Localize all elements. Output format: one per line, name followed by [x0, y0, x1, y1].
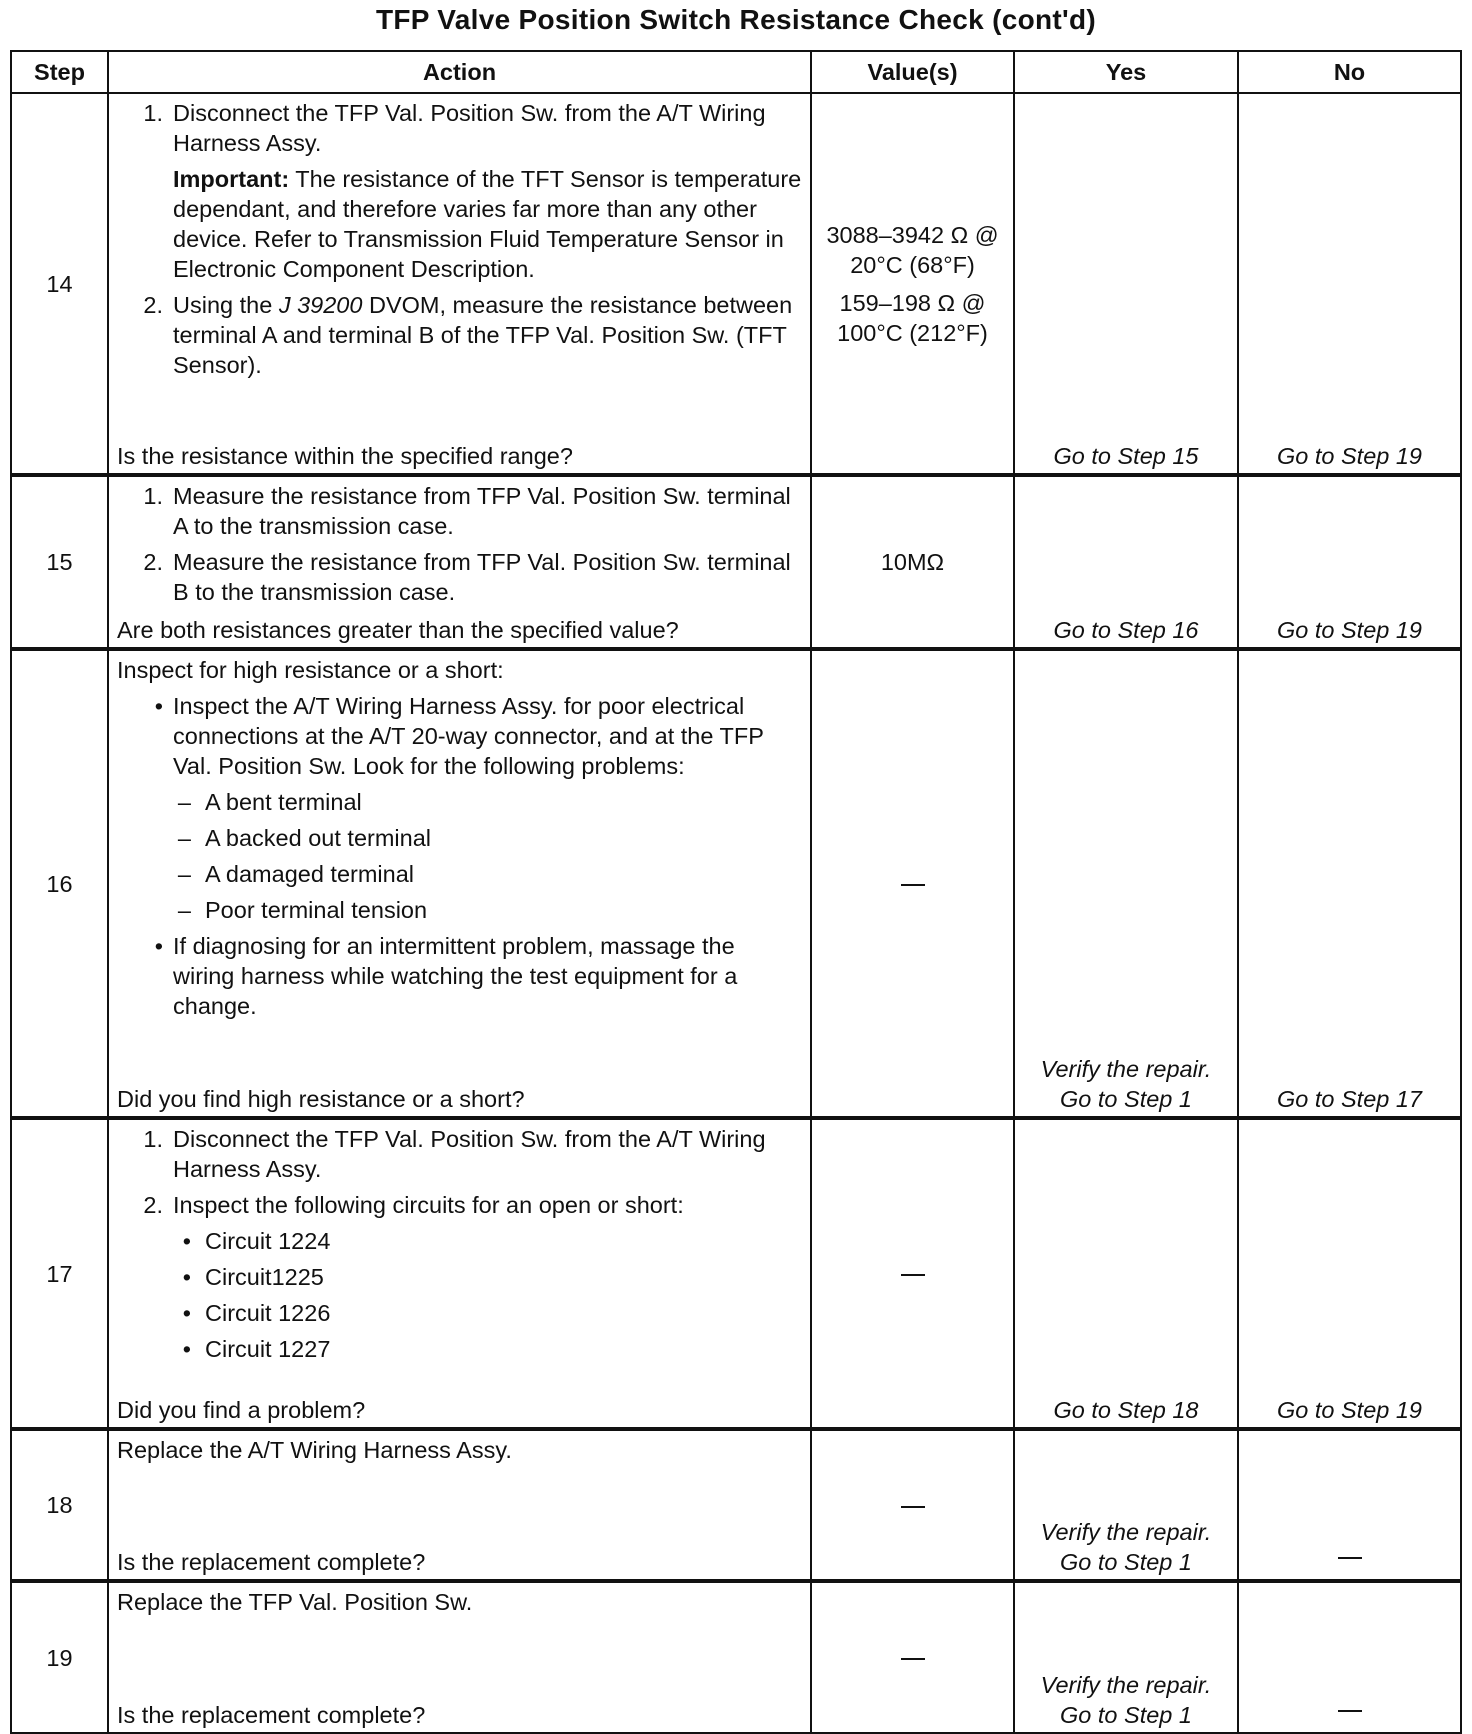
item-text: Measure the resistance from TFP Val. Position Sw. terminal A to the transmission case.	[173, 483, 791, 539]
yes-line: Verify the repair.	[1040, 1519, 1212, 1545]
circuit-item	[117, 1334, 802, 1364]
important-label: Important:	[173, 166, 290, 192]
step-question: Did you find a problem?	[117, 1397, 366, 1423]
problem-text: A backed out terminal	[205, 825, 431, 851]
step-question: Is the replacement complete?	[117, 1549, 426, 1575]
problem-item	[117, 895, 802, 925]
action-text: Replace the TFP Val. Position Sw.	[117, 1589, 473, 1615]
action-bullet	[117, 931, 802, 1021]
step-row-18	[11, 1429, 1461, 1581]
dash-mark: –	[177, 825, 191, 851]
header-step: Step	[11, 51, 108, 93]
item-text: Disconnect the TFP Val. Position Sw. from the A/T Wiring Harness Assy.	[173, 100, 766, 156]
step-question: Did you find high resistance or a short?	[117, 1086, 525, 1112]
item-text: Disconnect the TFP Val. Position Sw. from the A/T Wiring Harness Assy.	[173, 1126, 766, 1182]
yes-cell: Go to Step 16	[1014, 475, 1238, 649]
dash-mark: –	[177, 861, 191, 887]
important-note	[173, 164, 802, 284]
item-text: Measure the resistance from TFP Val. Position Sw. terminal B to the transmission case.	[173, 549, 791, 605]
value-range-100c: 159–198 Ω @ 100°C (212°F)	[837, 289, 988, 346]
action-item	[117, 290, 802, 380]
value-cell: 10MΩ	[811, 475, 1014, 649]
problem-item	[117, 787, 802, 817]
no-value-dash	[901, 1506, 925, 1508]
no-value-dash	[901, 1274, 925, 1276]
bullet-mark: •	[182, 1336, 191, 1362]
item-text: If diagnosing for an intermittent problem, massage the wiring harness while watching the test equipment for a change.	[173, 933, 738, 1019]
action-item	[117, 1190, 802, 1220]
item-text: Inspect the A/T Wiring Harness Assy. for poor electrical connections at the A/T 20-way connector, and at the TFP Val. Position Sw. Look for the following problems:	[173, 693, 764, 779]
action-intro: Inspect for high resistance or a short:	[117, 657, 504, 683]
item-number: 1.	[143, 100, 163, 126]
step-row-15	[11, 475, 1461, 649]
no-cell: Go to Step 19	[1238, 1118, 1461, 1429]
header-yes: Yes	[1014, 51, 1238, 93]
no-cell	[1238, 1581, 1461, 1733]
dash-mark: –	[177, 897, 191, 923]
step-question: Is the replacement complete?	[117, 1702, 426, 1728]
value-range-20c: 3088–3942 Ω @ 20°C (68°F)	[826, 221, 999, 278]
action-cell	[108, 1429, 811, 1581]
value-cell	[811, 1429, 1014, 1581]
step-row-19	[11, 1581, 1461, 1733]
problem-item	[117, 859, 802, 889]
action-item	[117, 98, 802, 158]
action-cell	[108, 649, 811, 1118]
value-cell	[811, 1581, 1014, 1733]
no-result-dash	[1338, 1557, 1362, 1559]
step-number: 16	[11, 649, 108, 1118]
action-cell	[108, 1581, 811, 1733]
step-number: 19	[11, 1581, 108, 1733]
action-bullet	[117, 691, 802, 781]
action-text: Replace the A/T Wiring Harness Assy.	[117, 1437, 512, 1463]
no-cell	[1238, 1429, 1461, 1581]
circuit-item	[117, 1298, 802, 1328]
dash-mark: –	[177, 789, 191, 815]
yes-line: Go to Step 1	[1060, 1549, 1192, 1575]
value-cell	[811, 1118, 1014, 1429]
header-values: Value(s)	[811, 51, 1014, 93]
step-row-14	[11, 93, 1461, 475]
no-result-dash	[1338, 1710, 1362, 1712]
problem-item	[117, 823, 802, 853]
item-number: 2.	[143, 292, 163, 318]
yes-line: Go to Step 1	[1060, 1702, 1192, 1728]
circuit-text: Circuit1225	[205, 1264, 324, 1290]
yes-cell: Go to Step 15	[1014, 93, 1238, 475]
circuit-item	[117, 1262, 802, 1292]
problem-text: A bent terminal	[205, 789, 362, 815]
value-cell	[811, 649, 1014, 1118]
bullet-mark: •	[182, 1264, 191, 1290]
no-value-dash	[901, 884, 925, 886]
item-text: Inspect the following circuits for an open or short:	[173, 1192, 684, 1218]
step-number: 18	[11, 1429, 108, 1581]
no-cell: Go to Step 17	[1238, 649, 1461, 1118]
yes-cell	[1014, 649, 1238, 1118]
action-cell	[108, 1118, 811, 1429]
yes-line: Go to Step 1	[1060, 1086, 1192, 1112]
diagnostic-table	[10, 50, 1462, 1734]
action-item	[117, 481, 802, 541]
circuit-text: Circuit 1226	[205, 1300, 331, 1326]
item-text-pre: Using the	[173, 292, 273, 318]
bullet-mark: •	[154, 693, 163, 719]
problem-text: A damaged terminal	[205, 861, 415, 887]
action-cell	[108, 93, 811, 475]
step-question: Is the resistance within the specified range?	[117, 443, 573, 469]
item-number: 1.	[143, 483, 163, 509]
item-number: 1.	[143, 1126, 163, 1152]
circuit-text: Circuit 1224	[205, 1228, 331, 1254]
value-cell	[811, 93, 1014, 475]
action-item	[117, 547, 802, 607]
step-number: 15	[11, 475, 108, 649]
action-item	[117, 1124, 802, 1184]
yes-cell	[1014, 1581, 1238, 1733]
item-text	[173, 290, 802, 380]
bullet-mark: •	[182, 1228, 191, 1254]
no-cell: Go to Step 19	[1238, 475, 1461, 649]
step-number: 17	[11, 1118, 108, 1429]
circuit-item	[117, 1226, 802, 1256]
step-number: 14	[11, 93, 108, 475]
bullet-mark: •	[154, 933, 163, 959]
page-title: TFP Valve Position Switch Resistance Check (cont'd)	[375, 4, 1097, 35]
tool-name: J 39200	[278, 292, 363, 318]
no-value-dash	[901, 1658, 925, 1660]
header-row	[11, 51, 1461, 93]
step-row-16	[11, 649, 1461, 1118]
bullet-mark: •	[182, 1300, 191, 1326]
yes-cell: Go to Step 18	[1014, 1118, 1238, 1429]
item-number: 2.	[143, 549, 163, 575]
action-cell	[108, 475, 811, 649]
header-action: Action	[108, 51, 811, 93]
yes-cell	[1014, 1429, 1238, 1581]
problem-text: Poor terminal tension	[205, 897, 428, 923]
yes-line: Verify the repair.	[1040, 1672, 1212, 1698]
yes-line: Verify the repair.	[1040, 1056, 1212, 1082]
item-text-post: DVOM, measure the resistance between terminal A and terminal B of the TFP Val. Position Sw. (TFT Sensor).	[173, 292, 793, 378]
important-text: The resistance of the TFT Sensor is temperature dependant, and therefore varies far more than any other device. Refer to Transmission Fluid Temperature Sensor in Electronic Component Description.	[173, 166, 802, 282]
item-number: 2.	[143, 1192, 163, 1218]
header-no: No	[1238, 51, 1461, 93]
circuit-text: Circuit 1227	[205, 1336, 331, 1362]
step-row-17	[11, 1118, 1461, 1429]
no-cell: Go to Step 19	[1238, 93, 1461, 475]
step-question: Are both resistances greater than the specified value?	[117, 617, 679, 643]
